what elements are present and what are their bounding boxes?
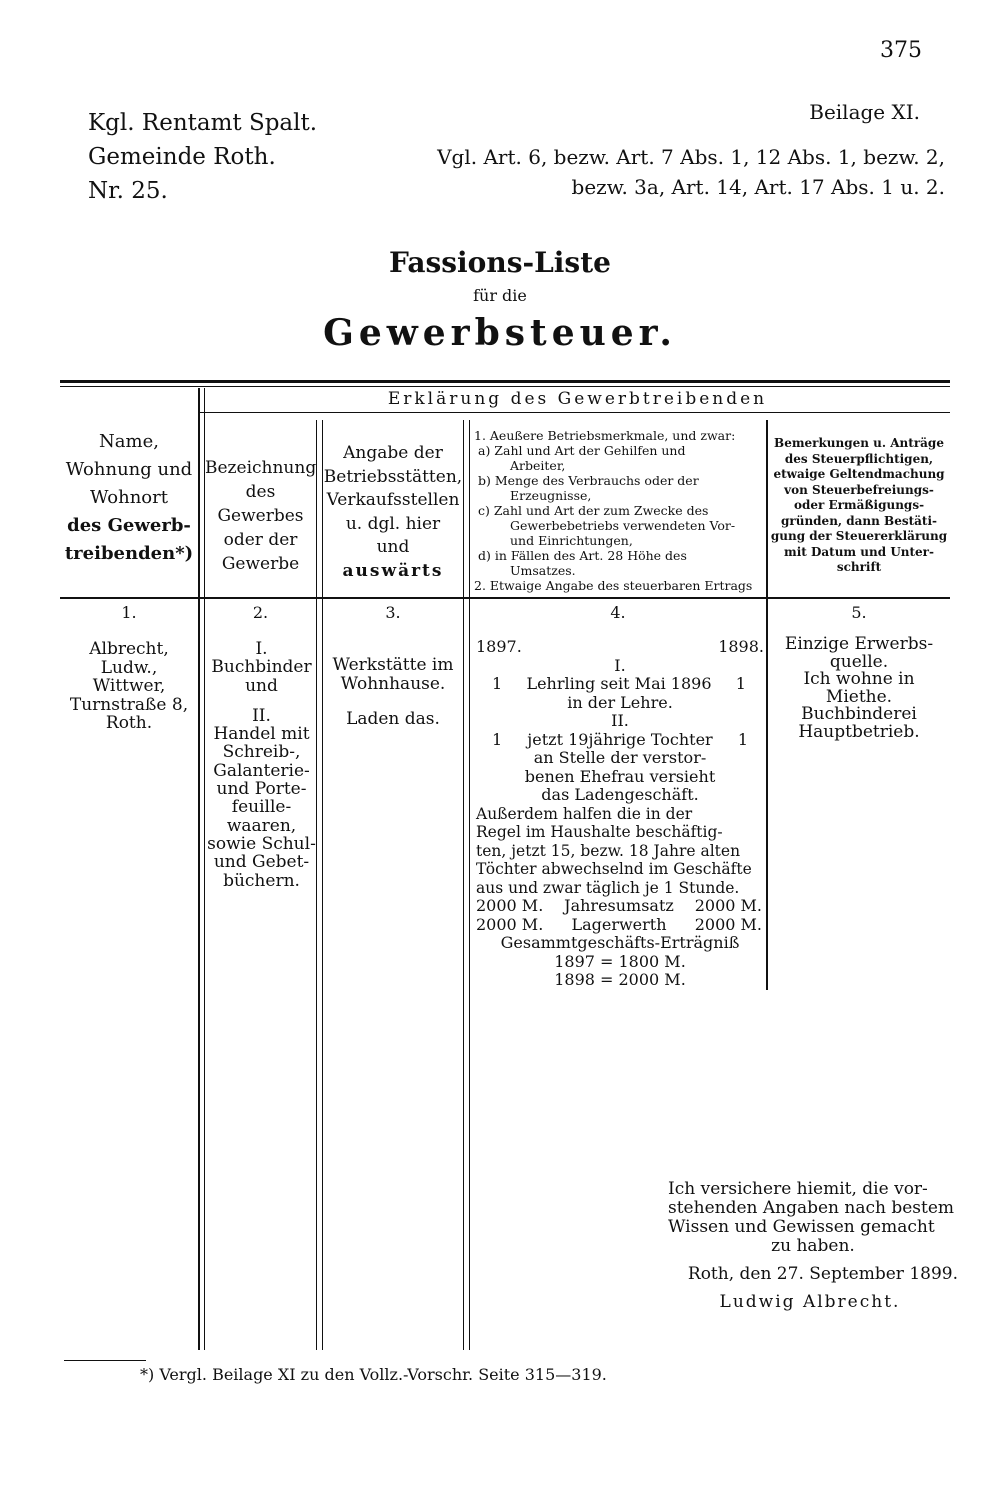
office-line: Kgl. Rentamt Spalt. <box>88 110 318 136</box>
office-line: Gemeinde Roth. <box>88 144 276 170</box>
body-line: büchern. <box>223 870 300 891</box>
page-number-text: 375 <box>880 38 922 63</box>
body-line: Handel mit <box>213 724 310 745</box>
declaration-line: Wissen und Gewissen gemacht <box>668 1217 935 1237</box>
col4-body <box>476 638 764 990</box>
body-line: und Gebet- <box>213 852 310 873</box>
count-1898: 1 <box>737 729 748 749</box>
group-header: Erklärung des Gewerbtreibenden <box>387 389 768 409</box>
declaration-line: zu haben. <box>771 1236 855 1256</box>
header-line: Name, <box>99 431 159 452</box>
body-line: feuille- <box>231 797 292 818</box>
table-top-rule-thin <box>60 386 950 387</box>
group-header-rule <box>198 412 950 413</box>
header-line: 2. Etwaige Angabe des steuerbaren Ertrags <box>474 578 753 593</box>
body-line: II. <box>252 705 271 726</box>
col-number: 4. <box>610 603 626 622</box>
office-header <box>88 106 388 208</box>
header-line: des <box>245 482 276 502</box>
page-number <box>880 38 946 63</box>
body-line: Turnstraße 8, <box>69 694 189 715</box>
header-line: u. dgl. hier <box>345 513 441 534</box>
years-row <box>476 638 764 657</box>
header-line: gründen, dann Bestäti- <box>781 513 937 528</box>
header-line: Erzeugnisse, <box>510 488 592 503</box>
header-line: Wohnort <box>90 487 168 508</box>
header-line: 1. Aeußere Betriebsmerkmale, und zwar: <box>474 428 736 443</box>
header-line: oder der <box>223 530 298 550</box>
body-line: quelle. <box>829 651 889 672</box>
year-1897: 1897. <box>476 637 522 656</box>
year-1898: 1898. <box>718 637 764 656</box>
body-line: Roth. <box>105 713 153 733</box>
header-line: etwaige Geltendmachung <box>773 467 945 481</box>
header-line: Gewerbebetriebs verwendeten Vor- <box>510 518 736 533</box>
footnote: *) Vergl. Beilage XI zu den Vollz.-Vorschr. Seite 315—319. <box>140 1365 607 1384</box>
header-line: Gewerbe <box>221 554 300 574</box>
sum-row <box>476 916 764 935</box>
apprentice-text: Lehrling seit Mai 1896 <box>526 674 712 693</box>
daughter-text: jetzt 19jährige Tochter <box>527 729 713 749</box>
header-line: des Gewerb- <box>67 515 191 536</box>
sum-1898: 2000 M. <box>694 914 762 934</box>
paragraph <box>476 805 764 898</box>
title-line3: Gewerbsteuer. <box>323 312 677 354</box>
col4-header <box>474 428 764 593</box>
body-line: Hauptbetrieb. <box>798 721 920 742</box>
footnote-rule <box>64 1360 146 1361</box>
body-line: Albrecht, Ludw., <box>89 639 169 678</box>
title-line2: für die <box>473 286 527 305</box>
body-line: Wittwer, <box>92 676 166 696</box>
col3-body <box>323 656 463 729</box>
header-line: Bemerkungen u. Anträge <box>774 436 944 450</box>
office-line: Nr. 25. <box>88 178 168 204</box>
header-line: c) Zahl und Art der zum Zwecke des <box>478 503 709 518</box>
daughter-row <box>476 731 764 750</box>
header-line: mit Datum und Unter- <box>784 544 934 559</box>
body-line: Schreib-, <box>222 742 301 763</box>
body-line: und <box>245 675 278 696</box>
header-line: und Einrichtungen, <box>510 533 633 548</box>
col5-header <box>768 436 950 576</box>
signature: Ludwig Albrecht. <box>719 1292 901 1312</box>
count-1898: 1 <box>735 674 746 693</box>
body-line: waaren, <box>226 815 297 836</box>
sum-1897: 2000 M. <box>476 896 544 915</box>
header-line: oder Ermäßigungs- <box>793 498 925 512</box>
total-1897: 1897 = 1800 M. <box>554 951 686 971</box>
body-line: Galanterie- <box>213 760 310 781</box>
count-1897: 1 <box>492 674 503 693</box>
references <box>420 142 945 202</box>
header-line: von Steuerbefreiungs- <box>784 482 934 497</box>
header-line: b) Menge des Verbrauchs oder der <box>478 473 699 488</box>
col-number: 2. <box>252 603 269 622</box>
column-divider <box>198 388 200 1350</box>
col-number: 3. <box>385 603 401 622</box>
declaration-line: Ich versichere hiemit, die vor- <box>668 1179 928 1199</box>
paragraph-line: Töchter abwechselnd im Geschäfte <box>476 860 752 878</box>
sum-label: Jahresumsatz <box>564 896 674 915</box>
header-line: Wohnung und <box>65 459 193 480</box>
body-line: benen Ehefrau versieht <box>524 766 716 786</box>
table-top-rule <box>60 380 950 383</box>
roman-numeral: I. <box>614 655 626 675</box>
col3-header <box>323 442 463 583</box>
col1-body <box>60 640 198 733</box>
reference-line: Vgl. Art. 6, bezw. Art. 7 Abs. 1, 12 Abs. 1, bezw. 2, <box>437 145 945 169</box>
col-number: 5. <box>851 603 867 622</box>
roman-numeral: II. <box>611 711 629 730</box>
header-line: a) Zahl und Art der Gehilfen und <box>478 443 686 458</box>
body-line: Ich wohne in <box>803 669 915 689</box>
body-line: Laden das. <box>346 709 440 729</box>
header-line: Betriebsstätten, <box>323 466 463 487</box>
col2-body <box>205 640 318 890</box>
column-divider <box>469 420 470 1350</box>
header-line: und <box>376 537 410 557</box>
body-line: Wohnhause. <box>340 674 446 694</box>
col5-body <box>768 636 950 741</box>
body-line: Buchbinderei <box>801 704 917 724</box>
declaration-line: stehenden Angaben nach bestem <box>668 1198 955 1218</box>
header-line: auswärts <box>342 560 444 581</box>
paragraph-line: aus und zwar täglich je 1 Stunde. <box>476 878 740 897</box>
header-line: Gewerbes <box>217 506 304 526</box>
sum-1898: 2000 M. <box>694 896 762 915</box>
apprentice-row <box>476 675 764 694</box>
body-line: und Porte- <box>216 779 307 800</box>
header-line: Arbeiter, <box>510 458 566 473</box>
header-line: Verkaufsstellen <box>326 490 460 510</box>
total-1898: 1898 = 2000 M. <box>554 970 686 989</box>
header-line: des Steuerpflichtigen, <box>784 451 934 466</box>
beilage-label: Beilage XI. <box>809 100 920 124</box>
body-line: sowie Schul- <box>207 833 316 854</box>
body-line: in der Lehre. <box>567 692 673 712</box>
place-date: Roth, den 27. September 1899. <box>687 1264 958 1284</box>
declaration <box>668 1180 958 1256</box>
body-line: I. <box>255 639 268 659</box>
header-line: gung der Steuererklärung <box>770 529 948 543</box>
sum-label: Lagerwerth <box>571 914 667 934</box>
header-line: Umsatzes. <box>510 563 576 578</box>
body-line: Miethe. <box>825 686 893 707</box>
header-line: treibenden*) <box>64 543 194 564</box>
body-line: Einzige Erwerbs- <box>784 634 934 654</box>
header-line: Angabe der <box>343 443 443 463</box>
col-number: 1. <box>121 603 137 622</box>
total-label: Gesammtgeschäfts-Erträgniß <box>500 933 740 952</box>
sum-1897: 2000 M. <box>476 914 544 934</box>
col1-header <box>60 428 198 568</box>
col2-header <box>205 456 316 576</box>
count-1897: 1 <box>492 729 503 749</box>
column-divider <box>463 420 464 1350</box>
reference-line: bezw. 3a, Art. 14, Art. 17 Abs. 1 u. 2. <box>571 175 945 199</box>
header-line: schrift <box>836 560 882 574</box>
body-line: an Stelle der verstor- <box>533 748 707 767</box>
title-line1: Fassions-Liste <box>389 246 611 279</box>
header-bottom-rule <box>60 597 950 599</box>
paragraph-line: Regel im Haushalte beschäftig- <box>476 823 723 841</box>
header-line: Bezeichnung <box>205 458 317 478</box>
paragraph-line: ten, jetzt 15, bezw. 18 Jahre alten <box>476 841 741 860</box>
body-line: das Ladengeschäft. <box>541 785 699 804</box>
header-line: d) in Fällen des Art. 28 Höhe des <box>478 548 687 563</box>
body-line: Buchbinder <box>211 657 312 678</box>
paragraph-line: Außerdem halfen die in der <box>476 804 693 823</box>
sum-row <box>476 897 764 916</box>
body-line: Werkstätte im <box>332 655 454 675</box>
